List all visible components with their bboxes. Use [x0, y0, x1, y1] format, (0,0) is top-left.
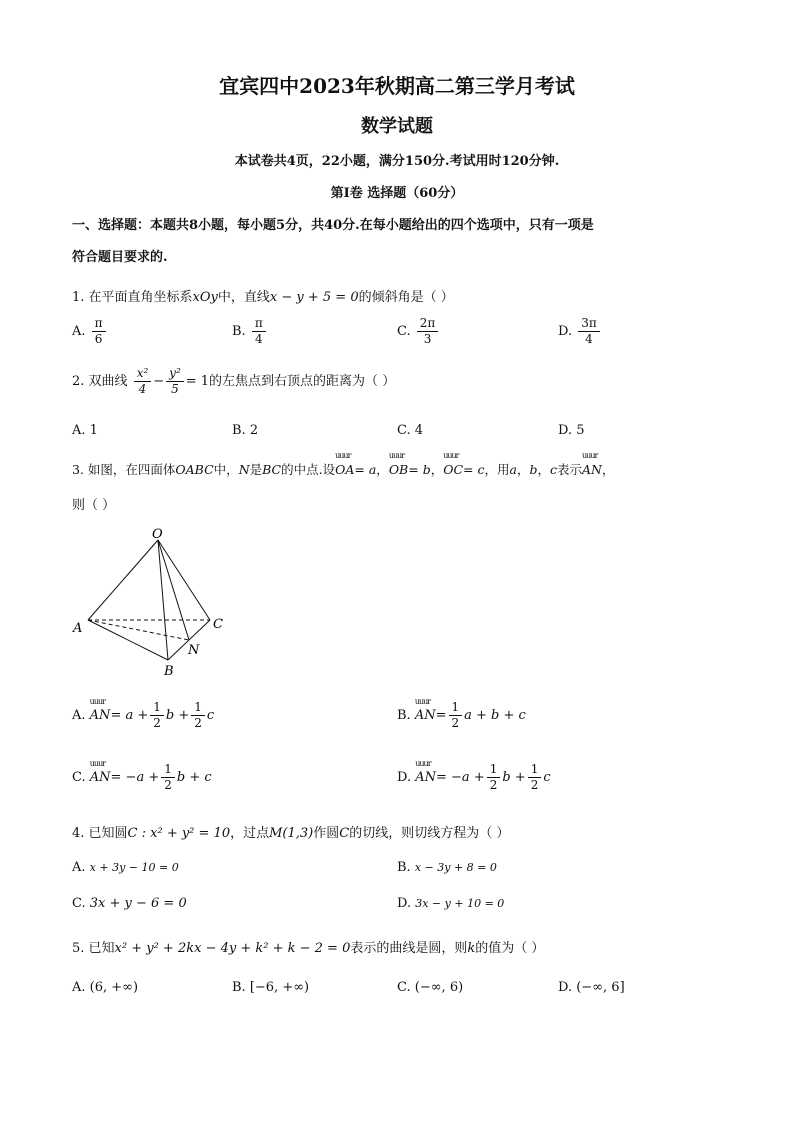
edge-ab	[88, 620, 168, 660]
label-b: B	[164, 664, 174, 678]
question-4: 4. 已知圆C : x² + y² = 10，过点M(1,3)作圆C的切线，则切线方程为（ ）	[72, 826, 510, 841]
label-c: C	[213, 617, 223, 632]
q3-option-d[interactable]: D. uuur AN= −a + $\frac{1}{2}$ b + $\frac{1}{2}$ c	[397, 762, 551, 793]
question-3: 3. 如图，在四面体OABC中，N是BC的中点.设uuur OA= a，uuur OB= b，uuur OC= c，用a，b，c表示uuur AN，	[72, 460, 615, 478]
q4-option-d[interactable]: D. 3x − y + 10 = 0	[397, 896, 505, 911]
question-5: 5. 已知x² + y² + 2kx − 4y + k² + k − 2 = 0表示的曲线是圆，则k的值为（ ）	[72, 941, 545, 956]
label-n: N	[188, 643, 200, 658]
q5-option-b[interactable]: B. [−6, +∞)	[232, 980, 310, 995]
tetrahedron-figure	[68, 528, 238, 678]
q3-option-a[interactable]: A. uuur AN= a + $\frac{1}{2}$ b + $\frac{1}{2}$ c	[72, 700, 214, 731]
q1-option-d[interactable]: D. $\frac{3\pi}{4}$	[558, 316, 602, 347]
q5-option-a[interactable]: A. (6, +∞)	[72, 980, 139, 995]
q4-option-a[interactable]: A. x + 3y − 10 = 0	[72, 860, 179, 875]
q5-option-c[interactable]: C. (−∞, 6)	[397, 980, 464, 995]
edge-oc	[158, 540, 210, 620]
q2-option-a[interactable]: A. 1	[72, 423, 98, 438]
q2-option-d[interactable]: D. 5	[558, 423, 585, 438]
q1-option-c[interactable]: C. $\frac{2\pi}{3}$	[397, 316, 440, 347]
label-a: A	[73, 621, 83, 636]
edge-oa	[88, 540, 158, 620]
edge-ob	[158, 540, 168, 660]
question-2: 2. 双曲线 $\frac{\text{x²}}{4}$ − $\frac{\text{y²}}{5}$ = 1的左焦点到右顶点的距离为（ ）	[72, 366, 396, 396]
section-instruction: 一、选择题：本题共8小题，每小题5分，共40分.在每小题给出的四个选项中，只有一项是	[72, 218, 594, 233]
question-1: 1. 在平面直角坐标系xOy中，直线x − y + 5 = 0的倾斜角是（ ）	[72, 290, 454, 305]
label-o: O	[152, 528, 163, 542]
q2-option-b[interactable]: B. 2	[232, 423, 259, 438]
q5-option-d[interactable]: D. (−∞, 6]	[558, 980, 625, 995]
q1-option-b[interactable]: B. $\frac{\pi}{4}$	[232, 316, 268, 347]
section-instruction-cont: 符合题目要求的.	[72, 250, 168, 265]
q4-option-c[interactable]: C. 3x + y − 6 = 0	[72, 896, 187, 911]
q1-option-a[interactable]: A. $\frac{\pi}{6}$	[72, 316, 108, 347]
q2-option-c[interactable]: C. 4	[397, 423, 424, 438]
exam-title: 宜宾四中2023年秋期高二第三学月考试	[219, 74, 575, 98]
part-heading: 第I卷 选择题（60分）	[330, 186, 464, 201]
q4-option-b[interactable]: B. x − 3y + 8 = 0	[397, 860, 497, 875]
q3-option-c[interactable]: C. uuur AN= −a + $\frac{1}{2}$ b + c	[72, 762, 212, 793]
edge-an-hidden	[88, 620, 189, 640]
exam-info: 本试卷共4页，22小题，满分150分.考试用时120分钟.	[234, 154, 560, 169]
question-3-cont: 则（ ）	[72, 498, 116, 513]
q3-option-b[interactable]: B. uuur AN= $\frac{1}{2}$ a + b + c	[397, 700, 526, 731]
subject-title: 数学试题	[361, 116, 433, 137]
